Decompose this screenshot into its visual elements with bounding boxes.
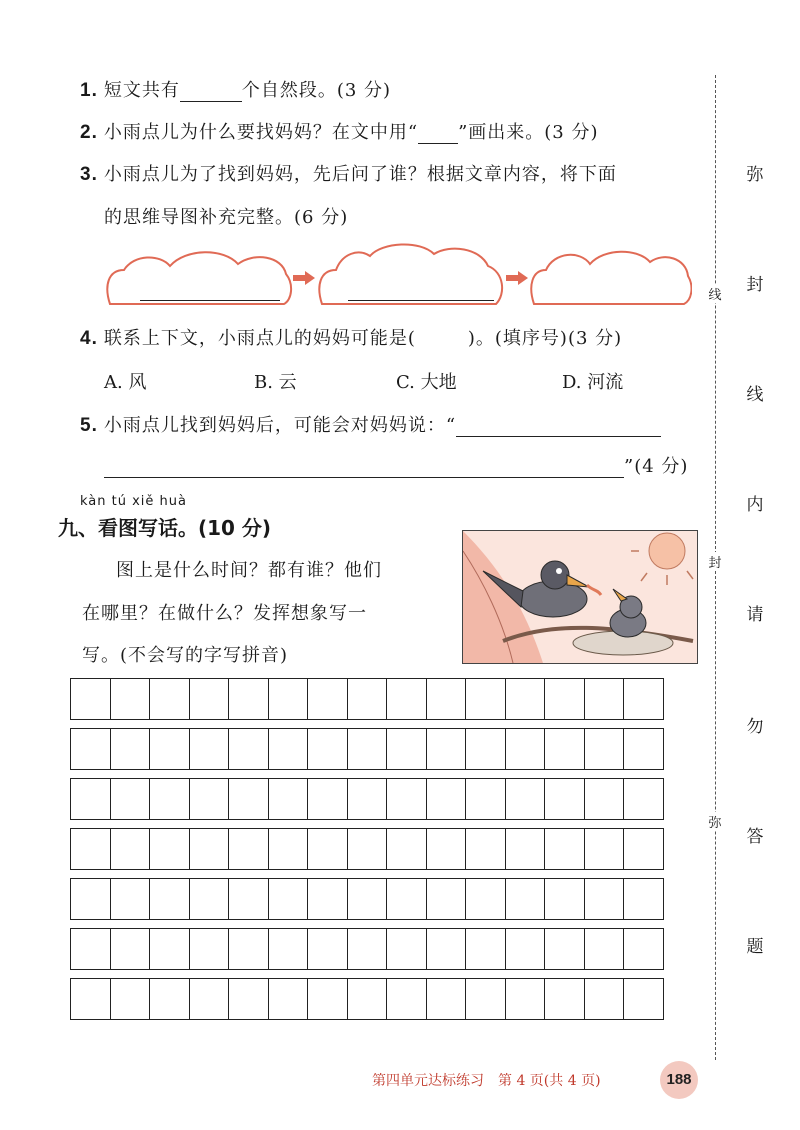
arrow-right-icon	[293, 270, 315, 284]
prompt-line: 图上是什么时间？都有谁？他们	[116, 560, 382, 581]
margin-char: 题	[746, 937, 764, 957]
grid-row[interactable]	[70, 778, 664, 820]
wavy-line-sample	[418, 143, 458, 144]
prompt-line: 写。(不会写的字写拼音)	[82, 645, 289, 666]
mindmap-box-1[interactable]	[104, 246, 294, 308]
question-number: 4.	[80, 328, 98, 349]
prompt-line: 在哪里？在做什么？发挥想象写一	[82, 603, 367, 624]
arrow-right-icon	[506, 270, 528, 284]
question-text: 联系上下文，小雨点儿的妈妈可能是(	[103, 328, 416, 349]
grid-row[interactable]	[70, 978, 664, 1020]
question-text: 小雨点儿找到妈妈后，可能会对妈妈说：“	[103, 415, 457, 436]
grid-row[interactable]	[70, 728, 664, 770]
question-text: ”画出来。(3 分)	[458, 122, 599, 143]
question-number: 2.	[80, 122, 98, 143]
option-d: D. 河流	[562, 372, 624, 393]
grid-row[interactable]	[70, 828, 664, 870]
margin-char: 内	[746, 495, 764, 515]
mindmap-box-3	[528, 246, 692, 308]
question-3-line-2: 的思维导图补充完整。(6 分)	[104, 207, 349, 228]
answer-blank[interactable]	[180, 101, 242, 102]
question-1	[80, 76, 391, 102]
margin-char: 答	[746, 827, 764, 847]
margin-char: 封	[746, 275, 764, 295]
question-5-line-2	[104, 452, 688, 478]
grid-row[interactable]	[70, 878, 664, 920]
question-text: 小雨点儿为什么要找妈妈？在文中用“	[103, 122, 419, 143]
answer-blank[interactable]	[140, 282, 280, 301]
footer-label: 第四单元达标练习 第 4 页(共 4 页)	[372, 1073, 601, 1089]
question-text: )。(填序号)(3 分)	[467, 328, 623, 349]
option-a: A. 风	[104, 372, 147, 393]
question-number: 3.	[80, 164, 98, 185]
question-text: 短文共有	[103, 80, 180, 101]
question-text: 个自然段。(3 分)	[241, 80, 392, 101]
question-number: 1.	[80, 80, 98, 101]
question-text: 小雨点儿为了找到妈妈，先后问了谁？根据文章内容，将下面	[103, 164, 617, 185]
section-pinyin: kàn tú xiě huà	[80, 494, 187, 509]
writing-grid[interactable]	[70, 678, 664, 1028]
question-2	[80, 118, 598, 144]
answer-blank[interactable]	[348, 282, 494, 301]
section-title: 九、看图写话。(10 分)	[58, 516, 272, 540]
question-4	[80, 324, 622, 350]
margin-char: 弥	[746, 165, 764, 185]
page-number-badge: 188	[660, 1061, 698, 1099]
answer-blank[interactable]	[456, 436, 661, 437]
question-text: ”(4 分)	[624, 456, 689, 477]
grid-row[interactable]	[70, 928, 664, 970]
question-3	[80, 160, 617, 186]
illustration-birds-feeding	[462, 530, 698, 664]
margin-char: 线	[746, 385, 764, 405]
seal-line-mark: 封	[704, 552, 726, 571]
margin-char: 勿	[746, 717, 764, 737]
question-number: 5.	[80, 415, 98, 436]
option-c: C. 大地	[396, 372, 457, 393]
option-b: B. 云	[254, 372, 297, 393]
seal-line-mark: 弥	[704, 812, 726, 831]
grid-row[interactable]	[70, 678, 664, 720]
seal-line-mark: 线	[704, 284, 726, 303]
mindmap-box-2[interactable]	[316, 240, 506, 308]
question-5	[80, 411, 661, 437]
answer-blank[interactable]	[104, 477, 624, 478]
margin-char: 请	[746, 605, 764, 625]
